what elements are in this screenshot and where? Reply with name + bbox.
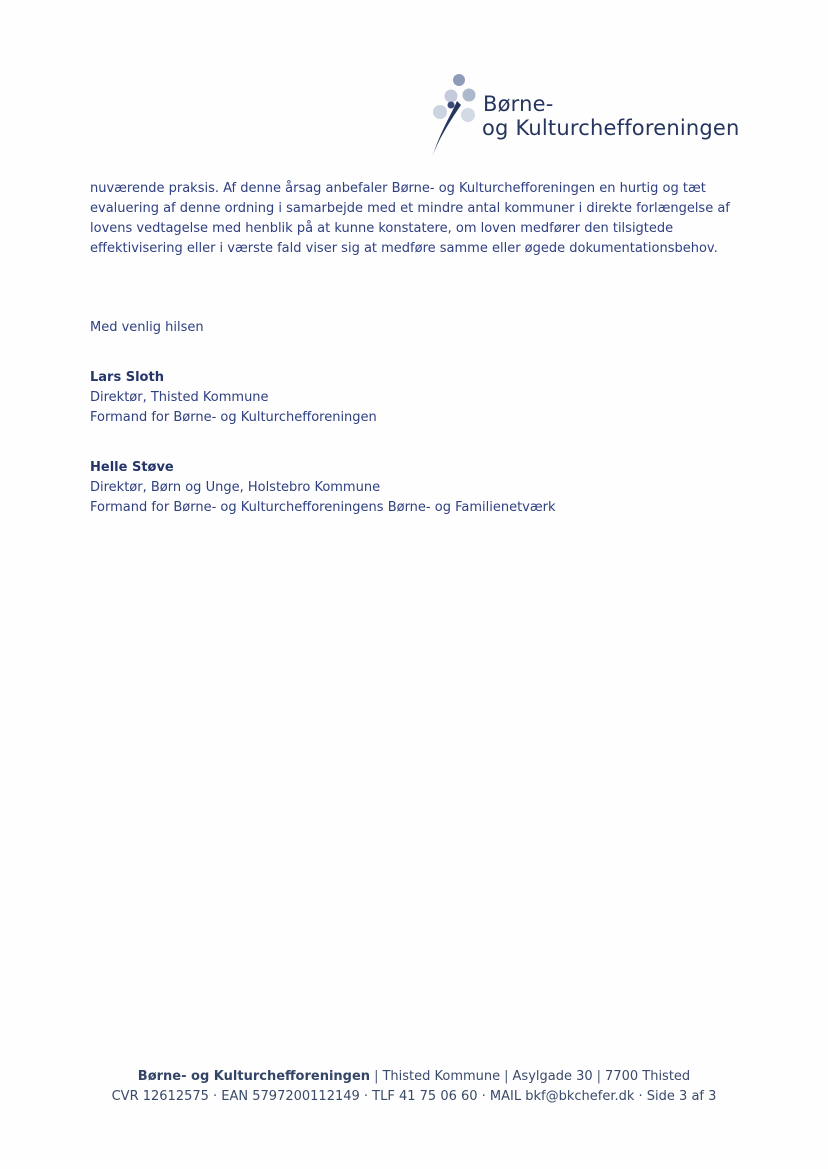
footer-contact-line: CVR 12612575 · EAN 5797200112149 · TLF 41 75 06 60 · MAIL bkf@bkchefer.dk · Side 3 af 3 [111, 1089, 717, 1104]
footer-divider: | [504, 1069, 509, 1084]
signer-name: Helle Støve [90, 460, 174, 475]
footer-divider: | [596, 1069, 602, 1084]
logo-mark-icon [428, 72, 488, 162]
letter-paragraph [90, 179, 740, 259]
logo-wordmark [483, 92, 740, 140]
signer-name: Lars Sloth [90, 370, 164, 385]
closing-greeting: Med venlig hilsen [90, 320, 204, 335]
footer-municipality: Thisted Kommune [382, 1069, 501, 1084]
signer-role: Formand for Børne- og Kulturchefforeningen [90, 410, 377, 425]
signer-block [90, 458, 556, 518]
footer-postal: 7700 Thisted [605, 1069, 691, 1084]
signer-role: Direktør, Thisted Kommune [90, 390, 269, 405]
footer-org-name: Børne- og Kulturchefforeningen [137, 1069, 371, 1084]
footer-address-line [0, 1067, 828, 1087]
paragraph-line: evaluering af denne ordning i samarbejde med et mindre antal kommuner i direkte forlængelse af [90, 201, 730, 216]
logo-line-1: Børne- [483, 92, 554, 116]
paragraph-line: nuværende praksis. Af denne årsag anbefaler Børne- og Kulturchefforeningen en hurtig og tæt [90, 181, 706, 196]
page-footer [0, 1067, 828, 1107]
signer-role: Direktør, Børn og Unge, Holstebro Kommune [90, 480, 381, 495]
footer-divider: | [374, 1069, 379, 1084]
signer-role: Formand for Børne- og Kulturchefforeningens Børne- og Familienetværk [90, 500, 556, 515]
paragraph-line: effektivisering eller i værste fald viser sig at medføre samme eller øgede dokumentationsbehov. [90, 241, 718, 256]
signer-block [90, 368, 377, 428]
organization-logo [428, 72, 768, 162]
logo-line-2: og Kulturchefforeningen [482, 116, 740, 140]
paragraph-line: lovens vedtagelse med henblik på at kunne konstatere, om loven medfører den tilsigtede [90, 221, 674, 236]
footer-address: Asylgade 30 [512, 1069, 593, 1084]
